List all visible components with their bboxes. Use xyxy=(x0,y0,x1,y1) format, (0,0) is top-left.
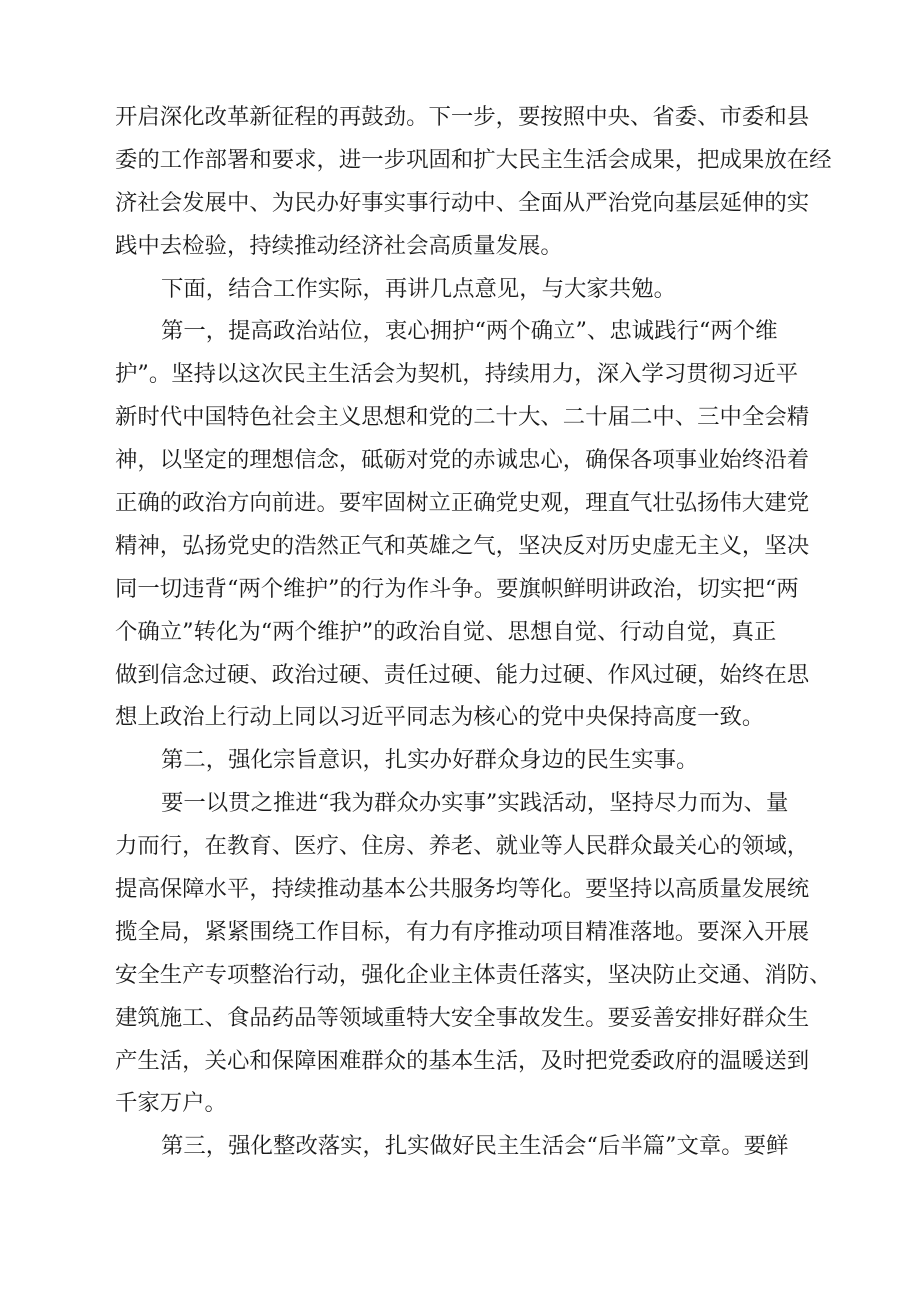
text-line-17: 要一以贯之推进“我为群众办实事”实践活动，坚持尽力而为、量 xyxy=(161,790,789,817)
text-line-10: 正确的政治方向前进。要牢固树立正确党史观，理直气壮弘扬伟大建党 xyxy=(115,490,810,517)
text-line-19: 提高保障水平，持续推动基本公共服务均等化。要坚持以高质量发展统 xyxy=(115,876,810,903)
text-line-1: 开启深化改革新征程的再鼓劲。下一步，要按照中央、省委、市委和县 xyxy=(115,104,810,130)
text-line-12: 同一切违背“两个维护”的行为作斗争。要旗帜鲜明讲政治，切实把“两 xyxy=(115,575,799,602)
text-line-20: 揽全局，紧紧围绕工作目标，有力有序推动项目精准落地。要深入开展 xyxy=(115,918,810,945)
text-line-7: 护”。坚持以这次民主生活会为契机，持续用力，深入学习贯彻习近平 xyxy=(115,361,799,388)
text-line-14: 做到信念过硬、政治过硬、责任过硬、能力过硬、作风过硬，始终在思 xyxy=(115,661,810,688)
text-line-15: 想上政治上行动上同以习近平同志为核心的党中央保持高度一致。 xyxy=(115,704,765,731)
text-line-21: 安全生产专项整治行动，强化企业主体责任落实，坚决防止交通、消防、 xyxy=(115,961,832,988)
text-line-4: 践中去检验，持续推动经济社会高质量发展。 xyxy=(115,232,563,259)
text-line-3: 济社会发展中、为民办好事实事行动中、全面从严治党向基层延伸的实 xyxy=(115,189,810,216)
text-line-16: 第二，强化宗旨意识，扎实办好群众身边的民生实事。 xyxy=(161,747,699,774)
text-line-18: 力而行，在教育、医疗、住房、养老、就业等人民群众最关心的领域， xyxy=(115,833,810,860)
text-line-9: 神，以坚定的理想信念，砥砺对党的赤诚忠心，确保各项事业始终沿着 xyxy=(115,447,810,474)
text-line-5: 下面，结合工作实际，再讲几点意见，与大家共勉。 xyxy=(161,275,676,302)
text-line-13: 个确立”转化为“两个维护”的政治自觉、思想自觉、行动自觉，真正 xyxy=(115,618,777,645)
text-line-2: 委的工作部署和要求，进一步巩固和扩大民主生活会成果，把成果放在经 xyxy=(115,146,832,173)
text-line-22: 建筑施工、食品药品等领域重特大安全事故发生。要妥善安排好群众生 xyxy=(115,1004,810,1031)
text-line-8: 新时代中国特色社会主义思想和党的二十大、二十届二中、三中全会精 xyxy=(115,404,810,431)
text-line-23: 产生活，关心和保障困难群众的基本生活，及时把党委政府的温暖送到 xyxy=(115,1047,810,1074)
text-line-6: 第一，提高政治站位，衷心拥护“两个确立”、忠诚践行“两个维 xyxy=(161,318,778,345)
text-line-24: 千家万户。 xyxy=(115,1090,227,1117)
text-line-11: 精神，弘扬党史的浩然正气和英雄之气，坚决反对历史虚无主义，坚决 xyxy=(115,532,810,559)
document-page xyxy=(115,96,850,1168)
text-line-25: 第三，强化整改落实，扎实做好民主生活会“后半篇”文章。要鲜 xyxy=(161,1133,789,1160)
